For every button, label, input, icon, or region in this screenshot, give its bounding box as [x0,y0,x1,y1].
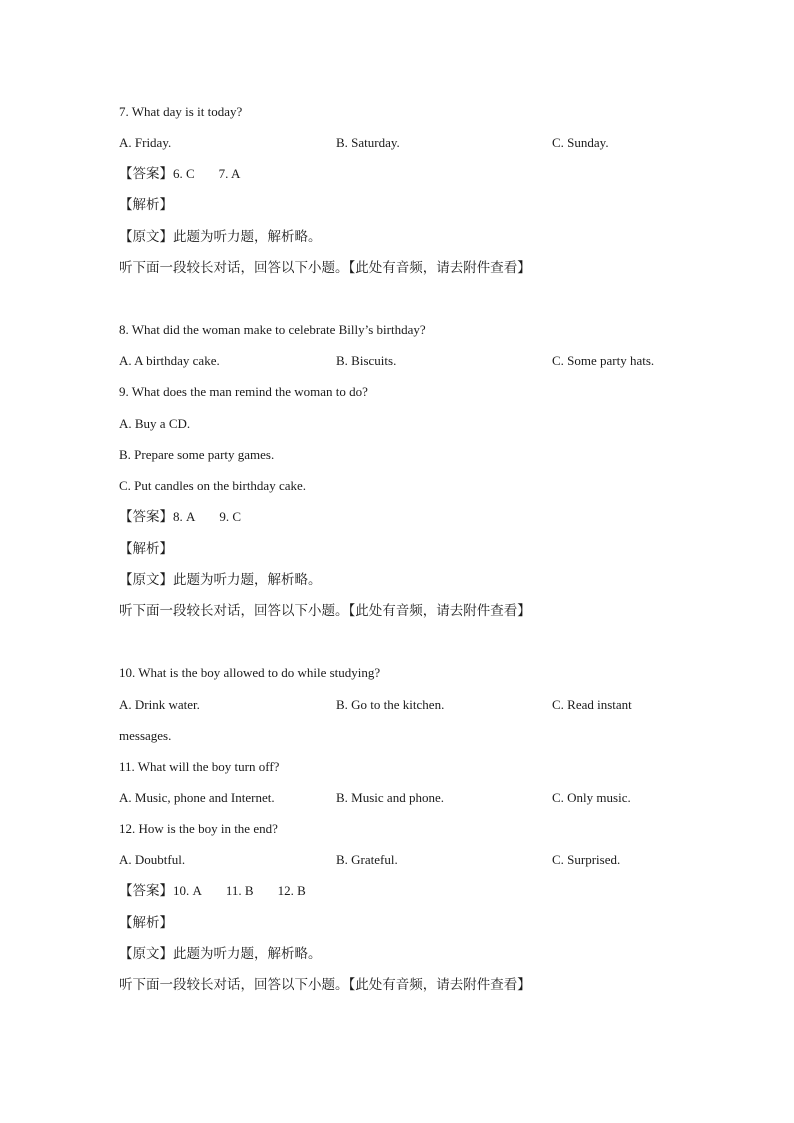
question-9-stem: 9. What does the man remind the woman to do? [119,384,368,399]
listening-intro-3: 听下面一段较长对话，回答以下小题。【此处有音频，请去附件查看】 [119,977,531,993]
question-8-option-c: C. Some party hats. [552,353,655,368]
question-10-option-c: C. Read instant [552,697,632,712]
question-9-option-b: B. Prepare some party games. [119,447,275,462]
question-9-option-a: A. Buy a CD. [119,416,191,431]
question-10-option-a: A. Drink water. [119,697,200,712]
original-text-3: 【原文】此题为听力题，解析略。 [119,946,322,962]
question-8-option-a: A. A birthday cake. [119,353,220,368]
question-10-option-c-continuation: messages. [119,728,172,743]
question-7-option-a: A. Friday. [119,135,172,150]
question-10-option-b: B. Go to the kitchen. [336,697,445,712]
analysis-label-1: 【解析】 [119,197,173,213]
question-8-stem: 8. What did the woman make to celebrate Billy’s birthday? [119,322,426,337]
original-text-1: 【原文】此题为听力题，解析略。 [119,229,322,245]
question-12-option-a: A. Doubtful. [119,852,186,867]
question-12-option-b: B. Grateful. [336,852,398,867]
listening-intro-1: 听下面一段较长对话，回答以下小题。【此处有音频，请去附件查看】 [119,260,531,276]
answer-label: 【答案】 [119,883,173,899]
question-7-option-b: B. Saturday. [336,135,400,150]
answer-7: 7. A [218,166,241,181]
listening-intro-2: 听下面一段较长对话，回答以下小题。【此处有音频，请去附件查看】 [119,603,531,619]
question-11-stem: 11. What will the boy turn off? [119,759,280,774]
answer-line-3 [119,882,306,900]
original-text-2: 【原文】此题为听力题，解析略。 [119,572,322,588]
answer-8: 8. A [173,509,196,524]
question-12-stem: 12. How is the boy in the end? [119,821,278,836]
answer-9: 9. C [219,509,242,524]
question-7-stem: 7. What day is it today? [119,104,243,119]
answer-10: 10. A [173,883,202,898]
answer-label: 【答案】 [119,166,173,182]
question-11-option-c: C. Only music. [552,790,631,805]
question-11-option-b: B. Music and phone. [336,790,444,805]
analysis-label-3: 【解析】 [119,915,173,931]
answer-label: 【答案】 [119,509,173,525]
answer-6: 6. C [173,166,195,181]
question-10-stem: 10. What is the boy allowed to do while studying? [119,665,381,680]
question-12-option-c: C. Surprised. [552,852,621,867]
answer-line-1 [119,165,240,183]
answer-11: 11. B [225,883,254,898]
analysis-label-2: 【解析】 [119,541,173,557]
answer-12: 12. B [277,883,306,898]
question-8-option-b: B. Biscuits. [336,353,397,368]
question-7-option-c: C. Sunday. [552,135,609,150]
answer-line-2 [119,508,241,526]
question-11-option-a: A. Music, phone and Internet. [119,790,275,805]
question-9-option-c: C. Put candles on the birthday cake. [119,478,307,493]
